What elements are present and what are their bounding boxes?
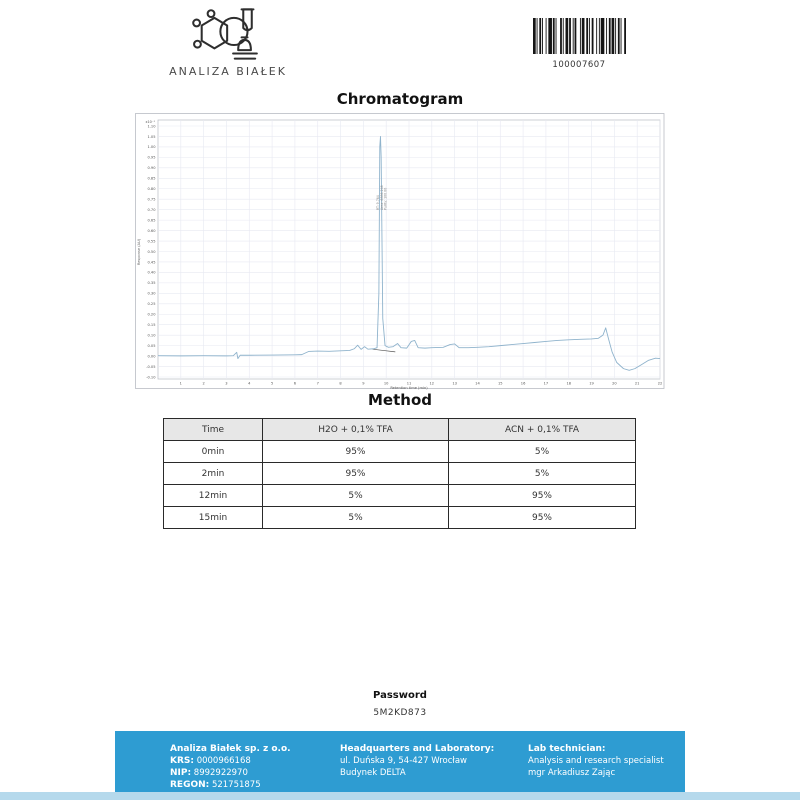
svg-text:0.25: 0.25 — [147, 302, 156, 307]
method-table — [163, 418, 636, 529]
svg-text:0.20: 0.20 — [147, 312, 156, 317]
method-header-row — [164, 419, 636, 441]
footer-technician-column — [528, 743, 664, 779]
barcode — [533, 18, 626, 54]
method-cell: 2min — [164, 463, 263, 485]
chromatogram-plot — [135, 112, 665, 390]
method-cell: 5% — [263, 485, 449, 507]
svg-text:0.30: 0.30 — [147, 291, 156, 296]
password-value: 5M2KD873 — [373, 708, 427, 718]
method-cell: 95% — [263, 441, 449, 463]
svg-text:0.10: 0.10 — [147, 333, 156, 338]
svg-text:1: 1 — [179, 381, 182, 386]
lab-logo — [168, 6, 288, 78]
svg-text:RT: 9.764: RT: 9.764 — [376, 195, 380, 210]
svg-text:1.05: 1.05 — [147, 134, 156, 139]
hq-building: Budynek DELTA — [340, 768, 406, 778]
lab-name: ANALIZA BIAŁEK — [169, 65, 287, 78]
svg-text:0.95: 0.95 — [147, 155, 156, 160]
footer-company-column — [170, 743, 291, 791]
regon-label: REGON: — [170, 780, 210, 790]
password-block — [0, 690, 800, 718]
method-title: Method — [368, 391, 432, 409]
method-cell: 5% — [263, 507, 449, 529]
method-cell: 5% — [449, 441, 636, 463]
svg-text:9: 9 — [362, 381, 365, 386]
svg-text:0.40: 0.40 — [147, 270, 156, 275]
method-cell: 95% — [449, 507, 636, 529]
svg-text:x10⁻¹: x10⁻¹ — [145, 120, 155, 124]
svg-text:5: 5 — [270, 381, 274, 386]
method-column-header: Time — [164, 419, 263, 441]
svg-text:10: 10 — [383, 381, 389, 386]
svg-text:11: 11 — [406, 381, 412, 386]
svg-text:0.05: 0.05 — [147, 343, 156, 348]
svg-text:Retention time (min): Retention time (min) — [390, 386, 428, 390]
svg-text:0.85: 0.85 — [147, 176, 156, 181]
svg-text:4: 4 — [248, 381, 251, 386]
svg-text:Response (AU): Response (AU) — [137, 238, 141, 266]
method-row — [164, 441, 636, 463]
svg-text:8: 8 — [339, 381, 342, 386]
svg-text:14: 14 — [475, 381, 480, 386]
svg-text:-0.05: -0.05 — [146, 364, 156, 369]
technician-role: Analysis and research specialist — [528, 756, 664, 766]
svg-text:7: 7 — [316, 381, 319, 386]
method-cell: 0min — [164, 441, 263, 463]
svg-text:1.00: 1.00 — [147, 145, 156, 150]
method-cell: 12min — [164, 485, 263, 507]
svg-text:0.35: 0.35 — [147, 281, 156, 286]
chemistry-microscope-icon — [185, 6, 271, 62]
svg-text:0.45: 0.45 — [147, 260, 156, 265]
method-row — [164, 463, 636, 485]
method-row — [164, 507, 636, 529]
company-name: Analiza Białek sp. z o.o. — [170, 744, 291, 754]
svg-text:13: 13 — [452, 381, 457, 386]
svg-text:2: 2 — [202, 381, 205, 386]
method-column-header: H2O + 0,1% TFA — [263, 419, 449, 441]
svg-text:0.80: 0.80 — [147, 187, 156, 192]
svg-text:12: 12 — [429, 381, 435, 386]
footer — [115, 731, 685, 793]
method-cell: 95% — [449, 485, 636, 507]
svg-text:17: 17 — [543, 381, 549, 386]
svg-text:0.70: 0.70 — [147, 207, 156, 212]
method-column-header: ACN + 0,1% TFA — [449, 419, 636, 441]
hq-address: ul. Duńska 9, 54-427 Wrocław — [340, 756, 467, 766]
technician-title: Lab technician: — [528, 744, 606, 754]
svg-text:0.55: 0.55 — [147, 239, 156, 244]
svg-text:0.15: 0.15 — [147, 323, 156, 328]
nip-value: 8992922970 — [193, 768, 248, 778]
svg-text:15: 15 — [497, 381, 503, 386]
krs-label: KRS: — [170, 756, 194, 766]
svg-text:0.90: 0.90 — [147, 166, 156, 171]
barcode-number: 100007607 — [552, 60, 606, 70]
technician-name: mgr Arkadiusz Zając — [528, 768, 616, 778]
svg-text:19: 19 — [589, 381, 594, 386]
regon-value: 521751875 — [211, 780, 261, 790]
svg-text:Area: 6886.248: Area: 6886.248 — [379, 185, 384, 210]
chromatogram-chart — [135, 112, 665, 390]
svg-text:16: 16 — [520, 381, 526, 386]
method-row — [164, 485, 636, 507]
svg-text:21: 21 — [634, 381, 640, 386]
svg-text:Purity: 100.00: Purity: 100.00 — [383, 187, 388, 210]
svg-text:0.75: 0.75 — [147, 197, 156, 202]
svg-text:6: 6 — [293, 381, 297, 386]
password-label: Password — [373, 690, 427, 701]
svg-text:0.00: 0.00 — [147, 354, 156, 359]
barcode-block — [531, 18, 627, 70]
bottom-accent-strip — [0, 792, 800, 800]
method-cell: 15min — [164, 507, 263, 529]
svg-text:3: 3 — [225, 381, 228, 386]
nip-label: NIP: — [170, 768, 192, 778]
svg-text:0.50: 0.50 — [147, 249, 156, 254]
footer-hq-column — [340, 743, 494, 779]
chromatogram-title: Chromatogram — [336, 90, 464, 108]
svg-text:18: 18 — [566, 381, 572, 386]
hq-title: Headquarters and Laboratory: — [340, 744, 495, 754]
method-cell: 5% — [449, 463, 636, 485]
svg-text:-0.10: -0.10 — [146, 375, 156, 380]
svg-text:1.10: 1.10 — [147, 124, 156, 129]
svg-text:0.60: 0.60 — [147, 228, 156, 233]
method-cell: 95% — [263, 463, 449, 485]
svg-text:22: 22 — [657, 381, 663, 386]
krs-value: 0000966168 — [196, 756, 251, 766]
svg-text:20: 20 — [612, 381, 617, 386]
svg-text:0.65: 0.65 — [147, 218, 156, 223]
